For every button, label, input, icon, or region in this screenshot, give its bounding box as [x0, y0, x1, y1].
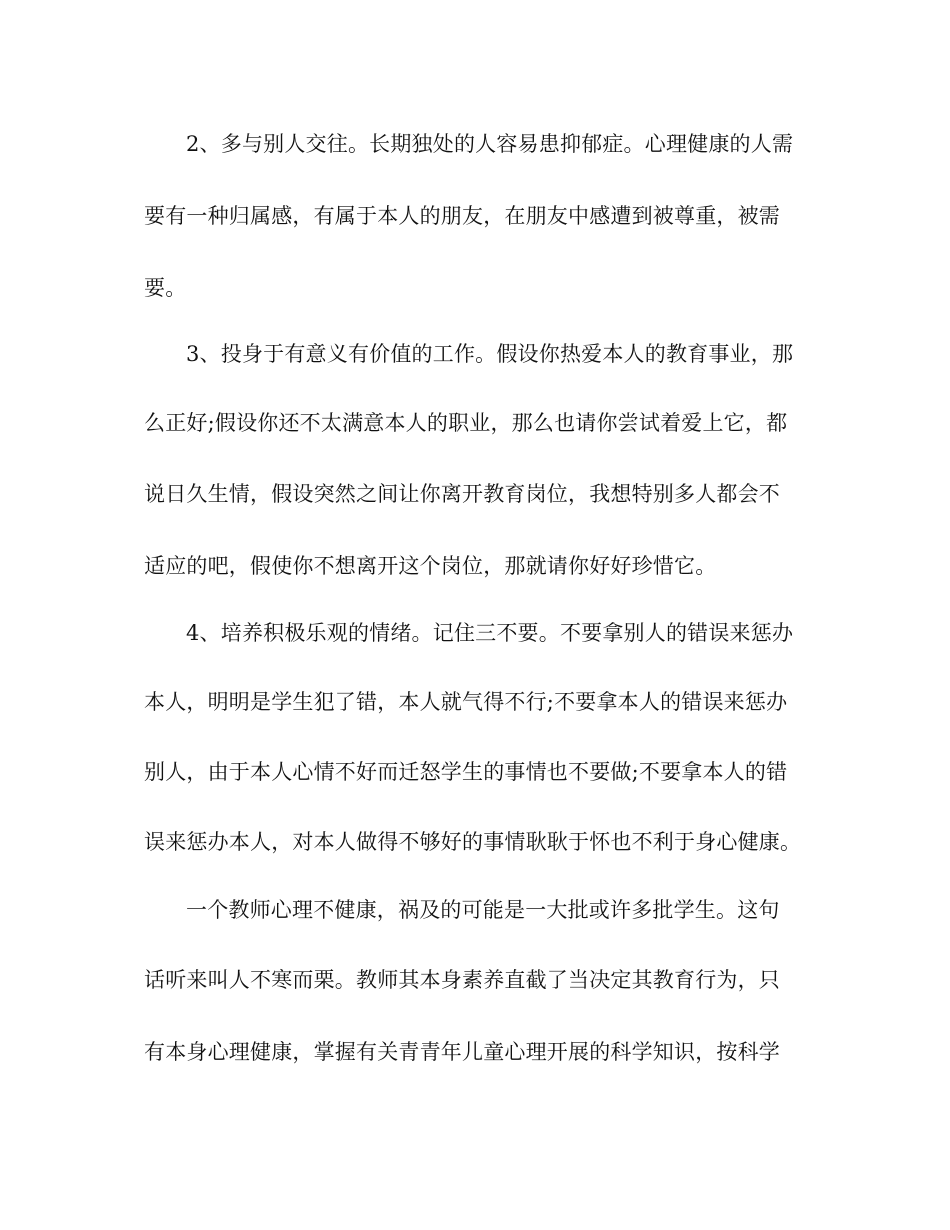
paragraph-2-line-4: 适应的吧，假使你不想离开这个岗位，那就请你好好珍惜它。	[144, 554, 717, 578]
paragraph-4-line-3: 有本身心理健康，掌握有关青青年儿童心理开展的科学知识，按科学	[144, 1040, 780, 1064]
paragraph-3-line-4: 误来惩办本人，对本人做得不够好的事情耿耿于怀也不利于身心健康。	[144, 830, 802, 854]
paragraph-4-line-1: 一个教师心理不健康，祸及的可能是一大批或许多批学生。这句	[186, 898, 780, 922]
paragraph-3-line-3: 别人，由于本人心情不好而迁怒学生的事情也不要做;不要拿本人的错	[144, 760, 788, 784]
paragraph-2-line-2: 么正好;假设你还不太满意本人的职业，那么也请你尝试着爱上它，都	[144, 411, 788, 435]
paragraph-2-line-3: 说日久生情，假设突然之间让你离开教育岗位，我想特别多人都会不	[144, 482, 780, 506]
paragraph-3-line-2: 本人，明明是学生犯了错，本人就气得不行;不要拿本人的错误来惩办	[144, 690, 788, 714]
paragraph-1-line-3: 要。	[144, 276, 187, 300]
paragraph-4-line-2: 话听来叫人不寒而栗。教师其本身素养直截了当决定其教育行为，只	[144, 968, 780, 992]
paragraph-1-line-2: 要有一种归属感，有属于本人的朋友，在朋友中感遭到被尊重，被需	[144, 204, 780, 228]
paragraph-3-line-1: 4、培养积极乐观的情绪。记住三不要。不要拿别人的错误来惩办	[186, 621, 794, 645]
paragraph-2-line-1: 3、投身于有意义有价值的工作。假设你热爱本人的教育事业，那	[186, 342, 794, 366]
paragraph-1-line-1: 2、多与别人交往。长期独处的人容易患抑郁症。心理健康的人需	[186, 132, 794, 156]
